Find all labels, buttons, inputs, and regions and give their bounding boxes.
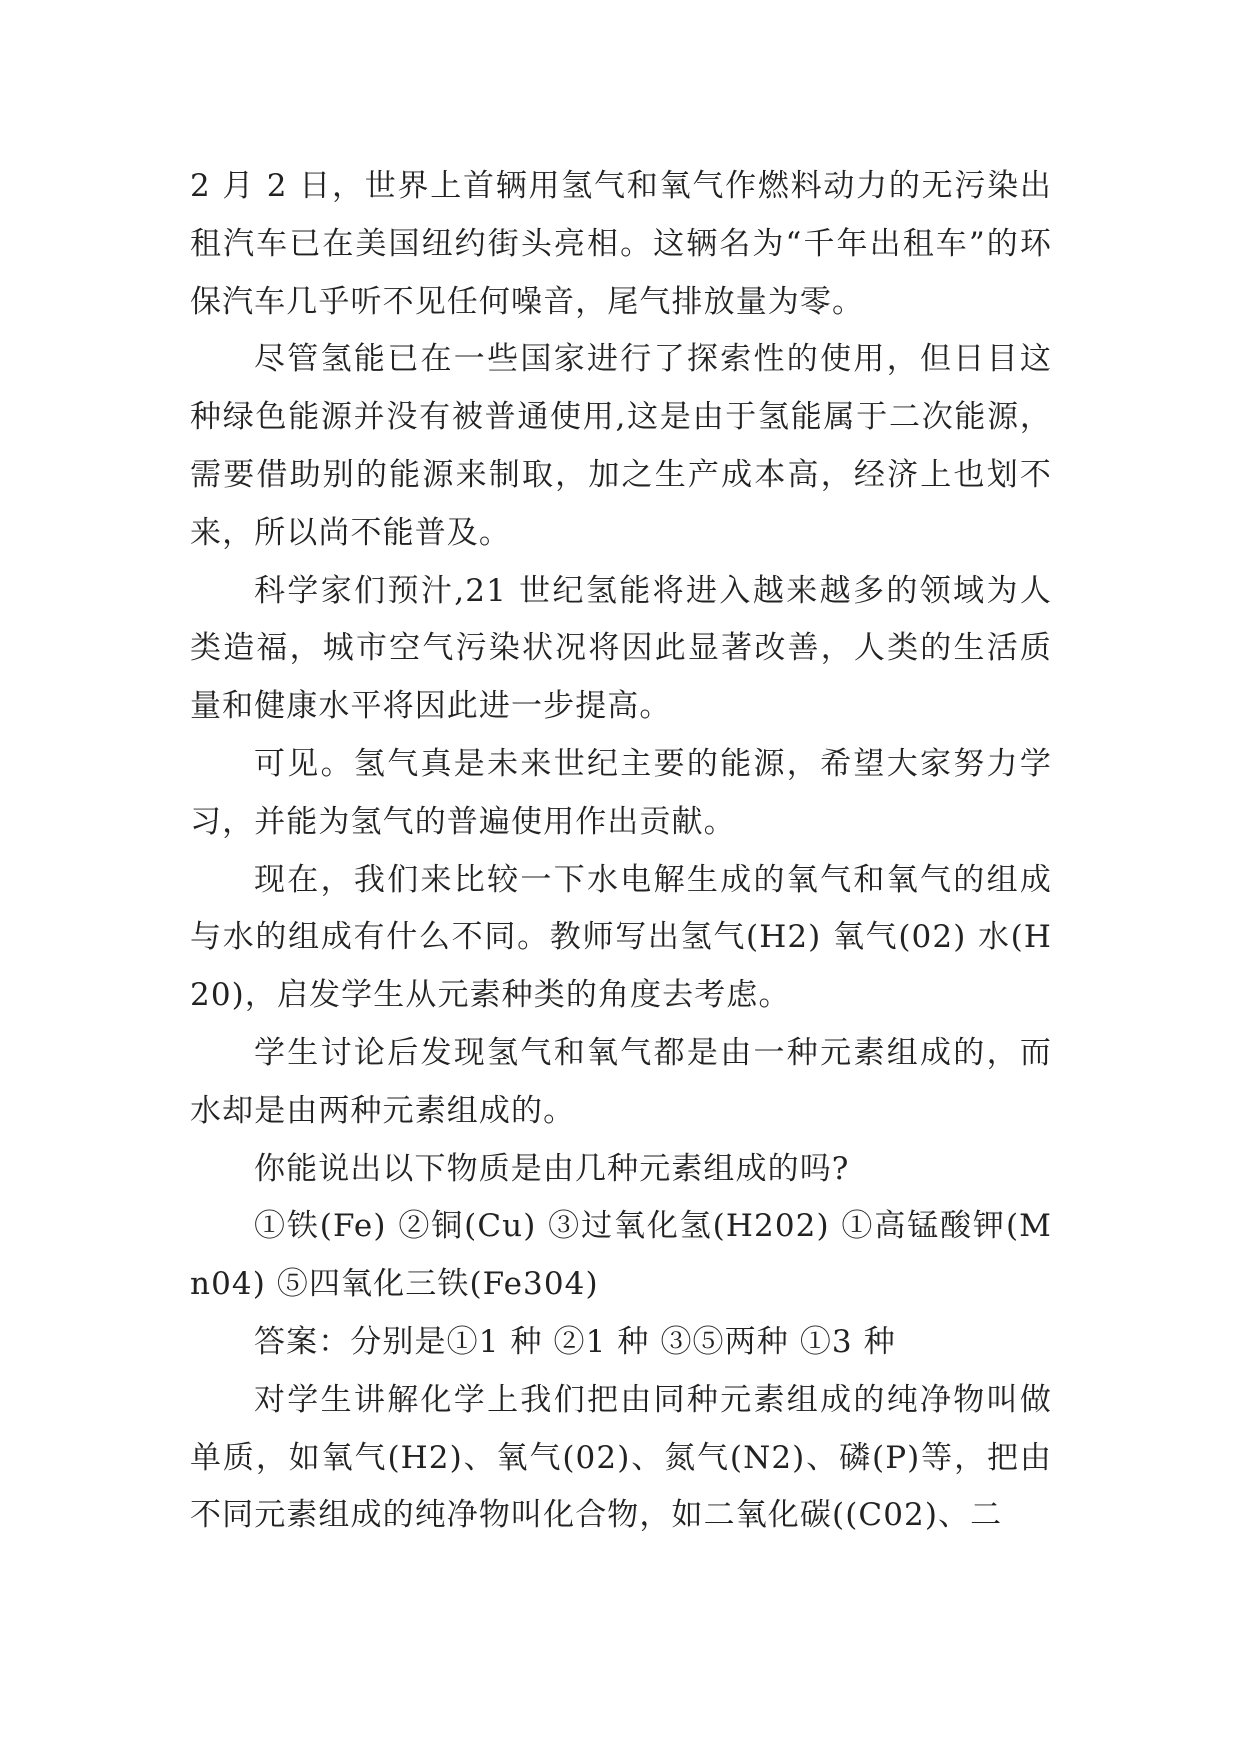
paragraph-4: 可见。氢气真是未来世纪主要的能源，希望大家努力学习，并能为氢气的普遍使用作出贡献。 xyxy=(190,745,1052,840)
document-body xyxy=(190,158,1052,1545)
paragraph-2: 尽管氢能已在一些国家进行了探索性的使用，但日目这种绿色能源并没有被普通使用,这是由于氢能属于二次能源，需要借助别的能源来制取，加之生产成本高，经济上也划不来，所以尚不能普及。 xyxy=(190,341,1052,551)
paragraph-5: 现在，我们来比较一下水电解生成的氧气和氧气的组成与水的组成有什么不同。教师写出氢气(H2) 氧气(02) 水(H20)，启发学生从元素种类的角度去考虑。 xyxy=(190,861,1052,1014)
paragraph-6: 学生讨论后发现氢气和氧气都是由一种元素组成的，而水却是由两种元素组成的。 xyxy=(190,1034,1052,1129)
paragraph-7: 你能说出以下物质是由几种元素组成的吗? xyxy=(254,1150,850,1187)
paragraph-9: 答案：分别是①1 种 ②1 种 ③⑤两种 ①3 种 xyxy=(254,1323,896,1360)
paragraph-8: ①铁(Fe) ②铜(Cu) ③过氧化氢(H202) ①高锰酸钾(Mn04) ⑤四氧化三铁(Fe304) xyxy=(190,1208,1052,1303)
paragraph-1: 2 月 2 日，世界上首辆用氢气和氧气作燃料动力的无污染出租汽车已在美国纽约街头亮相。这辆名为“千年出租车”的环保汽车几乎听不见任何噪音，尾气排放量为零。 xyxy=(190,168,1052,320)
paragraph-10: 对学生讲解化学上我们把由同种元素组成的纯净物叫做单质，如氧气(H2)、氧气(02)、氮气(N2)、磷(P)等，把由不同元素组成的纯净物叫化合物，如二氧化碳((C02)、二 xyxy=(190,1381,1052,1534)
paragraph-3: 科学家们预汁,21 世纪氢能将进入越来越多的领域为人类造福，城市空气污染状况将因此显著改善，人类的生活质量和健康水平将因此进一步提高。 xyxy=(190,572,1052,725)
